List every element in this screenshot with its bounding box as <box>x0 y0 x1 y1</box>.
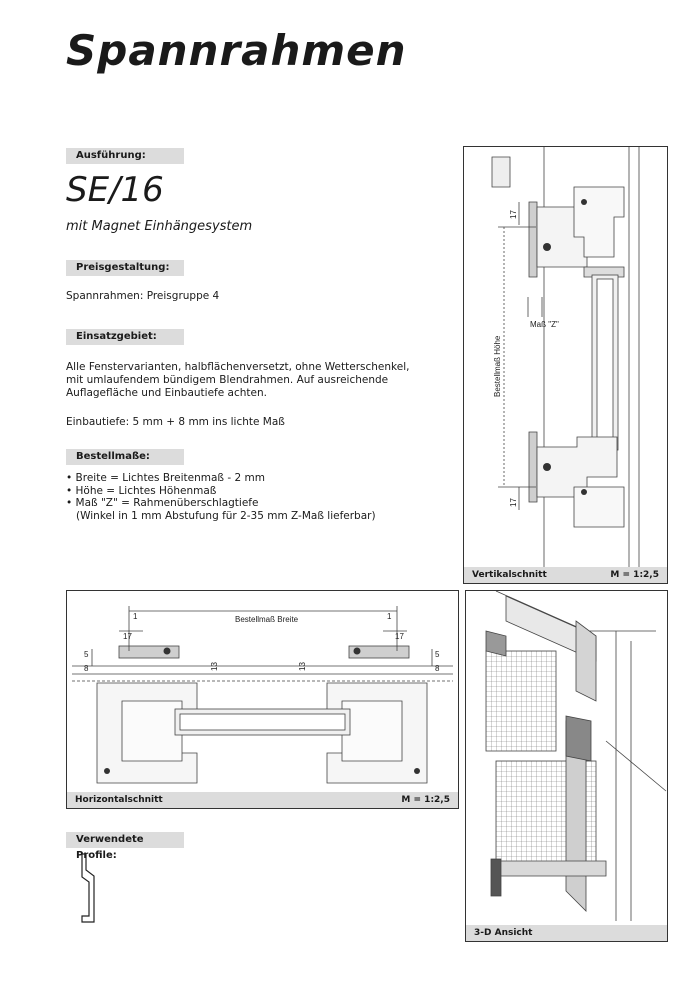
dim-17-top: 17 <box>509 210 518 219</box>
bestellmass-hoehe-label: Bestellmaß Höhe <box>493 335 502 397</box>
vertical-caption: Vertikalschnitt <box>472 570 547 580</box>
section-bestellmasse: Bestellmaße: <box>66 449 184 465</box>
dim-1-left: 1 <box>133 612 138 621</box>
dim-17-right: 17 <box>395 632 404 641</box>
section-einsatzgebiet: Einsatzgebiet: <box>66 329 184 345</box>
profile-icon <box>70 852 110 927</box>
model-name: SE/16 <box>66 170 164 210</box>
section-verwendete-profile: Verwendete Profile: <box>66 832 184 848</box>
horizontal-caption: Horizontalschnitt <box>75 795 163 805</box>
view-3d-drawing <box>466 591 667 925</box>
list-item: • Maß "Z" = Rahmenüberschlagtiefe <box>66 497 259 509</box>
mass-z-label: Maß "Z" <box>530 320 559 329</box>
dim-1-right: 1 <box>387 612 392 621</box>
dim-8-right: 8 <box>435 664 440 673</box>
view-3d-caption: 3-D Ansicht <box>474 928 533 938</box>
bestellmass-breite-label: Bestellmaß Breite <box>235 615 299 624</box>
model-subtitle: mit Magnet Einhängesystem <box>66 219 253 234</box>
list-item: • Höhe = Lichtes Höhenmaß <box>66 484 217 497</box>
list-item: (Winkel in 1 mm Abstufung für 2-35 mm Z-Maß lieferbar) <box>66 509 376 522</box>
vertical-scale: M = 1:2,5 <box>610 570 659 580</box>
vertical-caption-bar <box>464 567 667 583</box>
horizontal-scale: M = 1:2,5 <box>401 795 450 805</box>
dim-5-right: 5 <box>435 650 440 659</box>
einbautiefe-text: Einbautiefe: 5 mm + 8 mm ins lichte Maß <box>66 416 285 428</box>
horizontal-caption-bar <box>67 792 458 808</box>
einsatz-text: Alle Fenstervarianten, halbflächenversetzt, ohne Wetterschenkel, mit umlaufendem bündigem Blendrahmen. Auf ausreichende Auflagefläche und Einbautiefe achten. <box>66 361 410 399</box>
view-3d-caption-bar <box>466 925 667 941</box>
bestell-list <box>66 472 376 522</box>
preis-text: Spannrahmen: Preisgruppe 4 <box>66 290 220 302</box>
vertical-section-drawing <box>464 147 667 567</box>
section-ausfuehrung: Ausführung: <box>66 148 184 164</box>
list-item: • Breite = Lichtes Breitenmaß - 2 mm <box>66 472 265 484</box>
dim-5-left: 5 <box>84 650 89 659</box>
dim-17-bottom: 17 <box>509 498 518 507</box>
section-preisgestaltung: Preisgestaltung: <box>66 260 184 276</box>
dim-8-left: 8 <box>84 664 89 673</box>
dim-17-left: 17 <box>123 632 132 641</box>
dim-13-right: 13 <box>298 662 307 671</box>
vertical-section-figure <box>463 146 668 584</box>
view-3d-figure <box>465 590 668 942</box>
horizontal-section-drawing <box>67 591 458 792</box>
dim-13-left: 13 <box>210 662 219 671</box>
horizontal-section-figure <box>66 590 459 809</box>
page-title: Spannrahmen <box>66 26 407 75</box>
